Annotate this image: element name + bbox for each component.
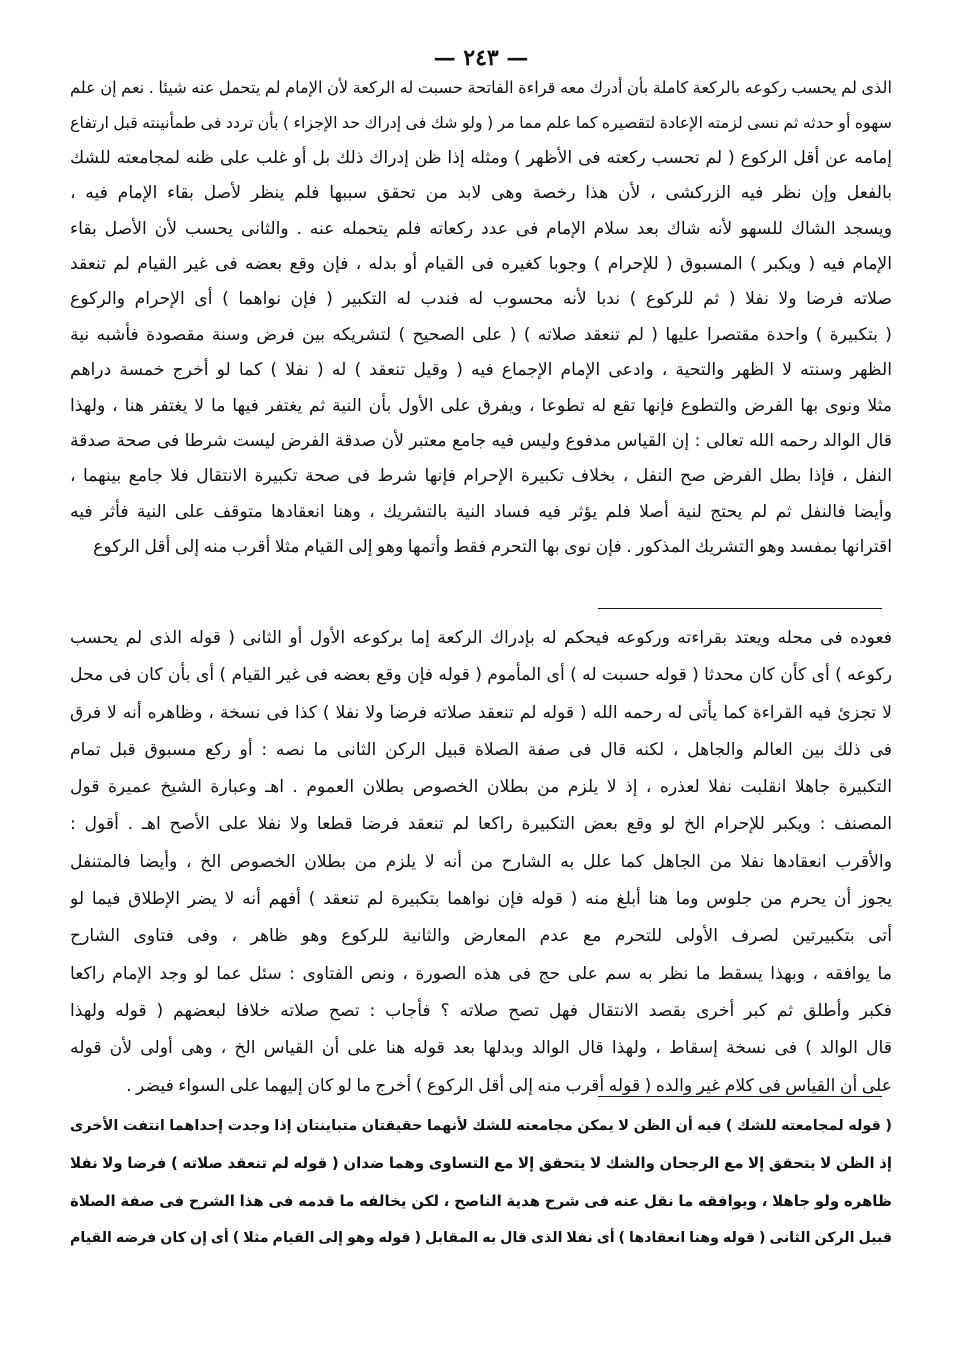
text-line: يجوز أن يحرم من جلوس وما هنا أبلغ منه ( قوله فإن نواهما بتكبيرة لم تنعقد ) أفهم أنه لا يضر الإطلاق فيما لو bbox=[70, 889, 892, 910]
text-line: الظهر وسنته لا الظهر والتحية ، وادعى الإمام الإجماع فيه ( وقيل تنعقد ) له ( نفلا ) كما لو أخرج خمسة دراهم bbox=[70, 360, 892, 381]
text-line: التكبيرة جاهلا انقلبت نفلا لعذره ، إذ لا يلزم من بطلان الخصوص بطلان العموم . اهـ وعبارة الشيخ عميرة قول bbox=[70, 777, 892, 798]
text-line: ما يوافقه ، وبهذا يسقط ما نظر به سم على حج فى هذه الصورة ، ونص الفتاوى : سئل عما لو وجد الإمام راكعا bbox=[70, 963, 892, 984]
text-line: المصنف : ويكبر للإحرام الخ لو وقع بعض التكبيرة راكعا لم تنعقد فرضا قطعا ولا نفلا على الأصح اهـ . أقول : bbox=[70, 814, 892, 835]
text-line: فى ذلك بين العالم والجاهل ، لكنه قال فى صفة الصلاة قبيل الركن الثانى ما نصه : أو ركع مسبوق قبل تمام bbox=[70, 739, 892, 760]
text-line: لا تجزئ فيه القراءة كما يأتى له رحمه الله ( قوله لم تنعقد صلاته فرضا ولا نفلا ) كذا فى نسخة ، وظاهره أنه لا فرق bbox=[70, 702, 892, 723]
commentary-second bbox=[70, 1108, 892, 1257]
text-line: ركوعه ) أى كأن كان محدثا ( قوله حسبت له ) أى المأموم ( قوله فإن وقع بعضه فى غير القيام ) أى بأن كان فى محل bbox=[70, 665, 892, 686]
commentary-divider bbox=[598, 608, 882, 609]
commentary-first bbox=[70, 620, 892, 1105]
text-line: الإمام فيه ( ويكبر ) المسبوق ( للإحرام ) وجوبا كغيره فى القيام أو بدله ، فإن وقع بعضه فى غير القيام لم تنعقد bbox=[70, 253, 892, 274]
text-line: قال الوالد ) فى نسخة إسقاط ، ولهذا قال الوالد وبدلها بعد قوله هنا على أن القياس الخ ، وهى أولى لأن قوله bbox=[70, 1038, 892, 1059]
text-line: وأيضا فالنفل ثم لم يحتج لنية أصلا فلم يؤثر فيه فساد النية بالتشريك ، وهنا انعقادها متوقف على النية فأثر فيه bbox=[70, 501, 892, 522]
text-line: الذى لم يحسب ركوعه بالركعة كاملة بأن أدرك معه قراءة الفاتحة حسبت له الركعة لأن الإمام لم يتحمل عنه شيئا . نعم إن علم bbox=[70, 78, 892, 97]
text-line: ( بتكبيرة ) واحدة مقتصرا عليها ( لم تنعقد صلاته ) ( على الصحيح ) لتشريكه بين فرض وسنة مقصودة فأشبه نية bbox=[70, 324, 892, 345]
page-number: — ٢٤٣ — bbox=[433, 45, 529, 71]
text-line: ( قوله لمجامعته للشك ) فيه أن الظن لا يمكن مجامعته للشك لأنهما حقيقتان متباينتان إذا وجدت إحداهما انتفت الأخرى bbox=[70, 1118, 892, 1134]
text-line: أتى بتكبيرتين لصرف الأولى للتحرم مع عدم المعارض والثانية للركوع وهو ظاهر ، وفى فتاوى الشارح bbox=[70, 926, 892, 947]
text-line: بالفعل وإن نظر فيه الزركشى ، لأن هذا رخصة وهى لابد من تحقق سببها فلم ينظر لأصل بقاء الإمام فيه ، bbox=[70, 183, 892, 204]
text-line: إمامه عن أقل الركوع ( لم تحسب ركعته فى الأظهر ) ومثله إذا ظن إدراك ذلك بل أو غلب على ظنه لمجامعته للشك bbox=[70, 147, 892, 168]
text-line: اقترانها بمفسد وهو التشريك المذكور . فإن نوى بها التحرم فقط وأتمها وهو إلى القيام مثلا أقرب منه إلى أقل الركوع bbox=[93, 537, 892, 558]
text-line: إذ الظن لا يتحقق إلا مع الرجحان والشك لا يتحقق إلا مع التساوى وهما ضدان ( قوله لم تنعقد صلاته ) فرضا ولا نفلا bbox=[70, 1154, 892, 1173]
text-line: والأقرب انعقادها نفلا من الجاهل كما علل به الشارح من أنه لا يلزم من بطلان الخصوص الخ ، وأيضا فالمتنفل bbox=[70, 851, 892, 872]
text-line: فعوده فى محله ويعتد بقراءته وركوعه فيحكم له بإدراك الركعة إما بركوعه الأول أو الثانى ( قوله الذى لم يحسب bbox=[70, 628, 892, 648]
text-line: ويسجد الشاك للسهو لأنه شاك بعد سلام الإمام فى عدد ركعاته فلم يتحمله عنه . والثانى يحسب لأن الأصل بقاء bbox=[70, 218, 892, 239]
text-line: ظاهره ولو جاهلا ، ويوافقه ما نقل عنه فى شرح هدية الناصح ، لكن يخالفه ما قدمه فى هذا الشرح فى صفة الصلاة bbox=[70, 1191, 892, 1210]
commentary-divider bbox=[598, 1096, 882, 1097]
text-line: على أن القياس فى كلام غير والده ( قوله أقرب منه إلى أقل الركوع ) أخرج ما لو كان إليهما على السواء فيضر . bbox=[126, 1075, 892, 1096]
text-line: النفل ، فإذا بطل الفرض صح النفل ، بخلاف تكبيرة الإحرام فإنها شرط فى صحة تكبيرة الانتقال فلا جامع بينهما ، bbox=[70, 466, 892, 487]
text-line: قال الوالد رحمه الله تعالى : إن القياس مدفوع وليس فيه جامع معتبر لأن صدقة الفرض ليست شرطا فى صحة صدقة bbox=[70, 430, 892, 451]
text-line: فكبر وأطلق ثم كبر أخرى بقصد الانتقال فهل تصح صلاته ؟ فأجاب : تصح صلاته خلافا لبعضهم ( قوله ولهذا bbox=[70, 1000, 892, 1021]
text-line: سهوه أو حدثه ثم نسى لزمته الإعادة لتقصيره كما علم مما مر ( ولو شك فى إدراك حد الإجزاء ) بأن تردد فى طمأنينته قبل ارتفاع bbox=[70, 113, 892, 133]
text-line: قبيل الركن الثانى ( قوله وهنا انعقادها ) أى نفلا الذى قال به المقابل ( قوله وهو إلى القيام مثلا ) أى إن كان فرضه القيام bbox=[70, 1229, 892, 1246]
text-line: صلاته فرضا ولا نفلا ( ثم للركوع ) ندبا لأنه محسوب له فندب له التكبير ( فإن نواهما ) أى الإحرام والركوع bbox=[70, 289, 892, 310]
text-line: مثلا ونوى بها الفرض والتطوع فإنها تقع له تطوعا ، ويفرق على الأول بأن النية ثم يغتفر فيها ما لا يغتفر هنا ، ولهذا bbox=[70, 395, 892, 416]
main-text bbox=[70, 70, 892, 565]
